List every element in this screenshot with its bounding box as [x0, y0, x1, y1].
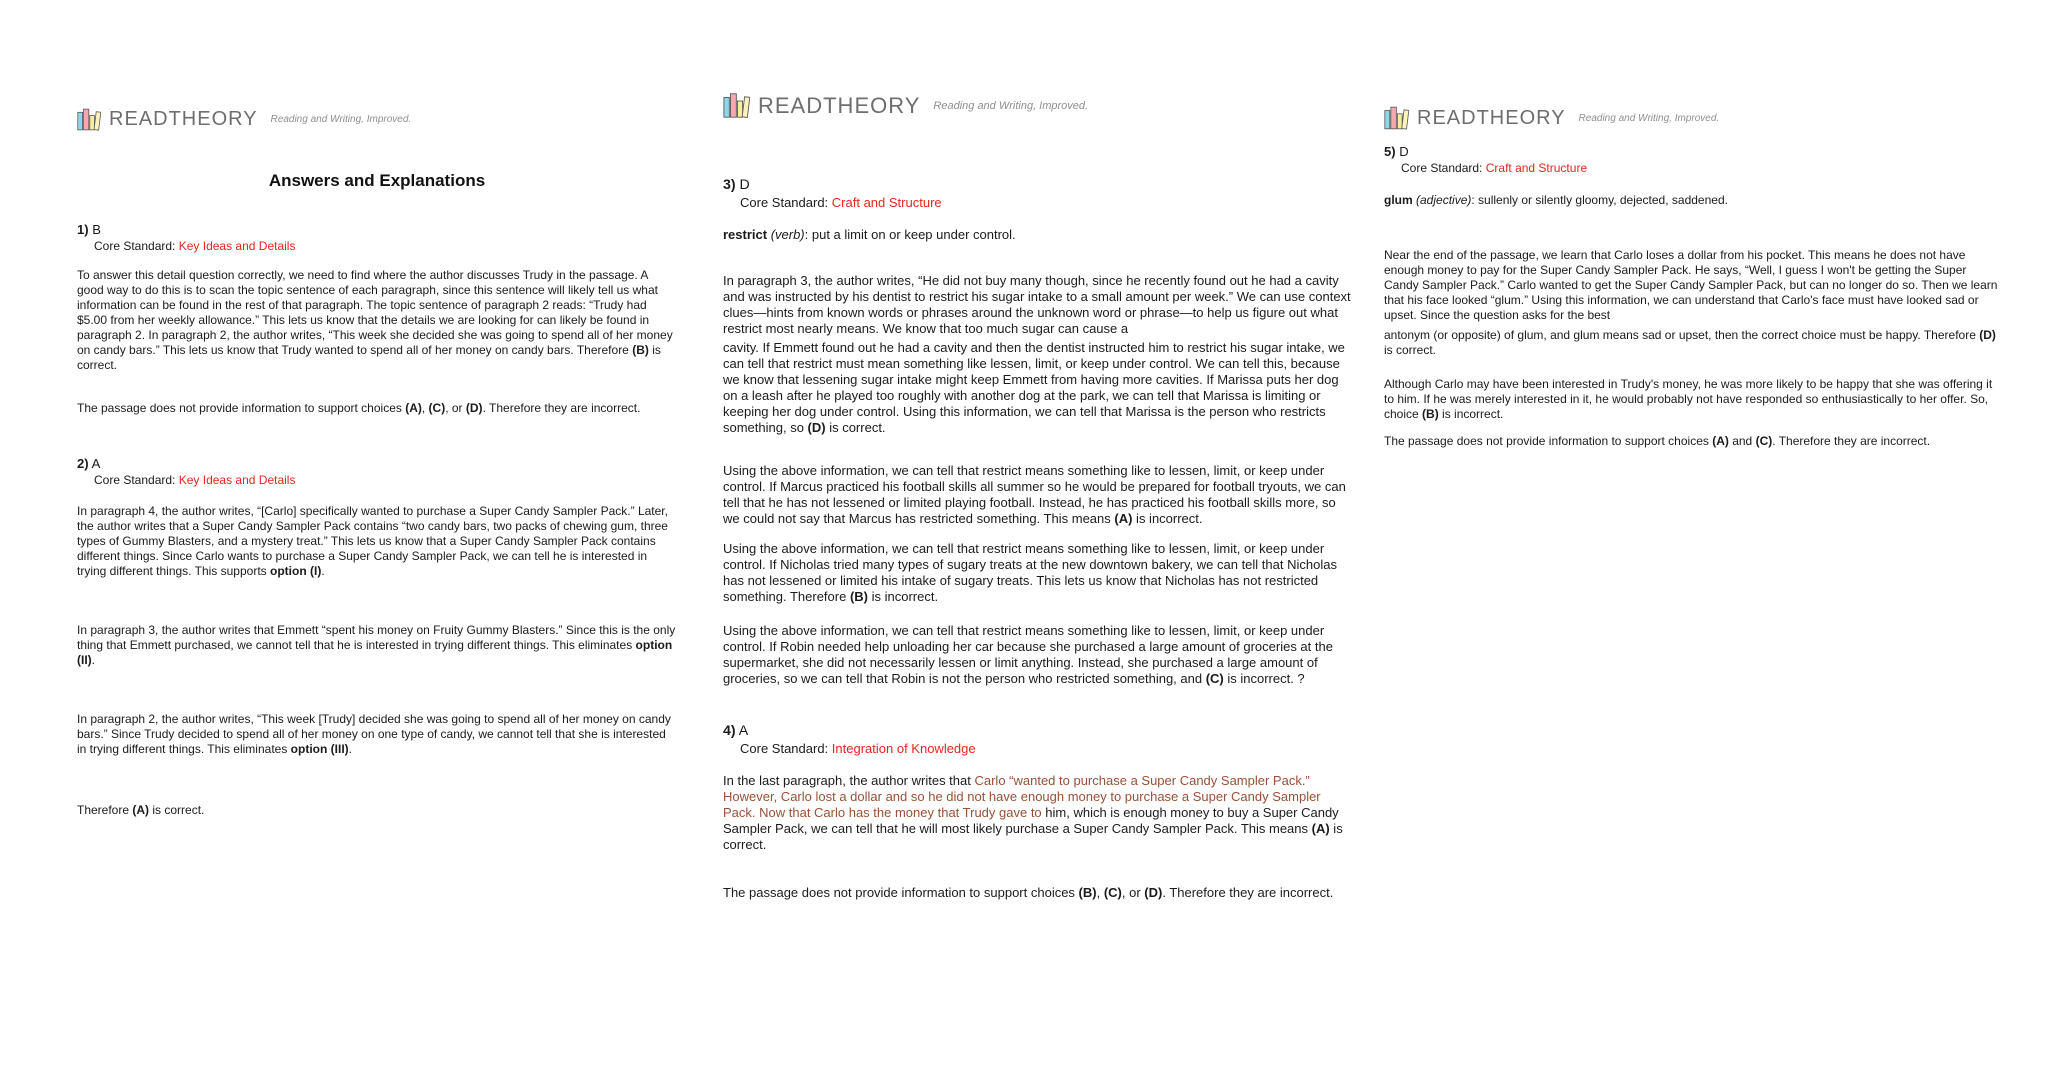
- answer-letter: A: [738, 723, 749, 739]
- question-4-answer: [723, 723, 1355, 739]
- explanation-paragraph: cavity. If Emmett found out he had a cavity and then the dentist instructed him to restrict his sugar intake, we can tell that restrict must mean something like lessen, limit, or keep under control. We can tell this, because we know that lessening sugar intake might keep Emmett from having more cavities. If Marissa puts her dog on a leash after he played too roughly with another dog at the park, we can tell that Marissa is limiting or keeping her dog under control. Using this information, we can tell that Marissa is the person who restricts something, so (D) is correct.: [723, 340, 1345, 435]
- books-logo-icon: [77, 106, 101, 133]
- explanation-paragraph: Using the above information, we can tell that restrict means something like to lessen, limit, or keep under control. If Marcus practiced his football skills all summer so he would be prepared for football tryouts, we can tell that he has not lessened or limited playing football. Instead, he has practiced his football skills more, so we could not say that Marcus has restricted something. This means (A) is incorrect.: [723, 463, 1346, 526]
- question-1-answer: [77, 222, 677, 237]
- core-standard-value: Key Ideas and Details: [178, 473, 296, 487]
- explanation-paragraph: In paragraph 3, the author writes that Emmett “spent his money on Fruity Gummy Blasters.” Since this is the only thing that Emmett purchased, we cannot tell that he is interested in trying different things. This eliminates option (II).: [77, 623, 676, 667]
- brand-name: READTHEORY: [1417, 106, 1566, 129]
- explanation-paragraph: The passage does not provide information to support choices (A), (C), or (D). Therefore they are incorrect.: [77, 401, 641, 415]
- core-standard-value: Craft and Structure: [1485, 161, 1588, 175]
- explanation-paragraph: In the last paragraph, the author writes that Carlo “wanted to purchase a Super Candy Sampler Pack.” However, Carlo lost a dollar and so he did not have enough money to purchase a Super Candy Sampler Pack. Now that Carlo has the money that Trudy gave to him, which is enough money to buy a Super Candy Sampler Pack, we can tell that he will most likely purchase a Super Candy Sampler Pack. This means (A) is correct.: [723, 773, 1343, 852]
- core-standard-value: Craft and Structure: [831, 195, 942, 210]
- readtheory-logo: [77, 106, 677, 133]
- answer-key-page-2: [723, 90, 1355, 901]
- answer-key-page-1: [77, 106, 677, 818]
- core-standard-label: Core Standard:: [740, 195, 829, 210]
- explanation-paragraph: The passage does not provide information to support choices (B), (C), or (D). Therefore they are incorrect.: [723, 885, 1334, 900]
- books-logo-icon: [723, 90, 750, 121]
- core-standard-label: Core Standard:: [1401, 161, 1483, 175]
- question-4-header: [723, 723, 1355, 757]
- explanation-paragraph: antonym (or opposite) of glum, and glum means sad or upset, then the correct choice must be happy. Therefore (D) is correct.: [1384, 328, 1996, 357]
- question-number: 2): [77, 456, 89, 471]
- explanation-paragraph: Using the above information, we can tell that restrict means something like to lessen, limit, or keep under control. If Nicholas tried many types of sugary treats at the new downtown bakery, we can tell that Nicholas has not lessened or limited his intake of sugary treats. This lets us know that Nicholas has not restricted something. Therefore (B) is incorrect.: [723, 541, 1337, 604]
- core-standard-label: Core Standard:: [94, 473, 176, 487]
- vocabulary-definition: restrict (verb): put a limit on or keep under control.: [723, 227, 1016, 242]
- vocabulary-definition: glum (adjective): sullenly or silently gloomy, dejected, saddened.: [1384, 193, 1728, 207]
- answer-letter: B: [92, 222, 102, 237]
- core-standard-line: [1384, 161, 1998, 176]
- explanation-paragraph: In paragraph 4, the author writes, “[Carlo] specifically wanted to purchase a Super Candy Sampler Pack.” Later, the author writes that a Super Candy Sampler Pack contains “two candy bars, two packs of chewing gum, three types of Gummy Blasters, and a mystery treat.” This lets us know that a Super Candy Sampler Pack contains different things. Since Carlo wants to purchase a Super Candy Sampler Pack, we can tell he is interested in trying different things. This supports option (I).: [77, 504, 668, 578]
- answer-letter: A: [91, 456, 101, 471]
- books-logo-icon: [1384, 104, 1409, 132]
- core-standard-label: Core Standard:: [740, 741, 829, 756]
- core-standard-line: [77, 239, 677, 254]
- question-2-header: [77, 456, 677, 488]
- brand-tagline: Reading and Writing, Improved.: [933, 99, 1089, 112]
- explanation-paragraph: Although Carlo may have been interested in Trudy's money, he was more likely to be happy that she was offering it to him. If he was merely interested in it, he would probably not have responded so enthusiastically to her offer. So, choice (B) is incorrect.: [1384, 377, 1993, 421]
- question-number: 4): [723, 723, 736, 739]
- question-number: 1): [77, 222, 89, 237]
- question-3-answer: [723, 177, 1355, 193]
- explanation-paragraph: Near the end of the passage, we learn that Carlo loses a dollar from his pocket. This means he does not have enough money to pay for the Super Candy Sampler Pack. He says, “Well, I guess I won't be getting the Super Candy Sampler Pack.” Carlo wanted to get the Super Candy Sampler Pack, but can no longer do so. Then we learn that his face looked “glum.” Using this information, we can understand that Carlo's face must have looked sad or upset. Since the question asks for the best: [1384, 248, 1998, 322]
- core-standard-line: [77, 473, 677, 488]
- readtheory-logo: [1384, 104, 1998, 132]
- page-title: Answers and Explanations: [268, 171, 486, 190]
- question-5-answer: [1384, 144, 1998, 159]
- explanation-paragraph: In paragraph 3, the author writes, “He did not buy many though, since he recently found out he had a cavity and was instructed by his dentist to restrict his sugar intake to a small amount per week.” We can use context clues—hints from known words or phrases around the unknown word or phrase—to help us figure out what restrict most nearly means. We know that too much sugar can cause a: [723, 273, 1351, 336]
- explanation-paragraph: To answer this detail question correctly, we need to find where the author discusses Trudy in the passage. A good way to do this is to scan the topic sentence of each paragraph, since this sentence will likely tell us what information can be found in the rest of that paragraph. The topic sentence of paragraph 2 reads: “Trudy had $5.00 from her weekly allowance.” This lets us know that the details we are looking for can likely be found in paragraph 2. In paragraph 2, the author writes, “This week she decided she was going to spend all of her money on candy bars.” This lets us know that Trudy wanted to spend all of her money on candy bars. Therefore (B) is correct.: [77, 268, 673, 372]
- question-2-answer: [77, 456, 677, 471]
- question-1-header: [77, 222, 677, 254]
- question-number: 5): [1384, 144, 1396, 159]
- readtheory-logo: [723, 90, 1355, 121]
- core-standard-label: Core Standard:: [94, 239, 176, 253]
- question-5-header: [1384, 144, 1998, 176]
- answer-letter: D: [1399, 144, 1409, 159]
- explanation-paragraph: In paragraph 2, the author writes, “This week [Trudy] decided she was going to spend all of her money on candy bars.” Since Trudy decided to spend all of her money on one type of candy, we cannot tell that she is interested in trying different things. This eliminates option (III).: [77, 712, 671, 756]
- brand-tagline: Reading and Writing, Improved.: [270, 114, 412, 125]
- brand-name: READTHEORY: [109, 108, 258, 130]
- core-standard-value: Integration of Knowledge: [831, 741, 976, 756]
- answer-letter: D: [739, 177, 750, 193]
- brand-name: READTHEORY: [758, 92, 921, 118]
- brand-tagline: Reading and Writing, Improved.: [1578, 112, 1720, 124]
- explanation-paragraph: Using the above information, we can tell that restrict means something like to lessen, limit, or keep under control. If Robin needed help unloading her car because she purchased a large amount of groceries at the supermarket, she did not necessarily lessen or limit anything. Instead, she purchased a large amount of groceries, so we can tell that Robin is not the person who restricted something, and (C) is incorrect. ?: [723, 623, 1333, 686]
- explanation-paragraph: Therefore (A) is correct.: [77, 803, 205, 817]
- question-3-header: [723, 177, 1355, 211]
- core-standard-value: Key Ideas and Details: [178, 239, 296, 253]
- answer-key-page-3: [1384, 104, 1998, 449]
- question-number: 3): [723, 177, 736, 193]
- core-standard-line: [723, 195, 1355, 211]
- core-standard-line: [723, 741, 1355, 757]
- explanation-paragraph: The passage does not provide information to support choices (A) and (C). Therefore they are incorrect.: [1384, 434, 1931, 448]
